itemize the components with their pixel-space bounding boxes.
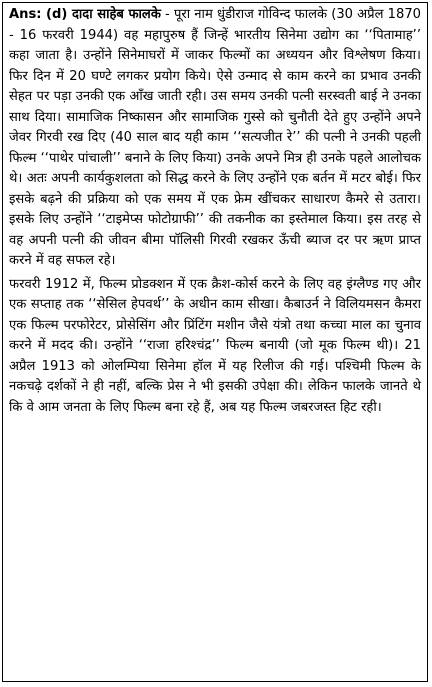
- answer-paragraph-2: फरवरी 1912 में, फिल्म प्रोडक्शन में एक क्रैश-कोर्स करने के लिए वह इंग्लैण्ड गए और एक सप्ताह तक ‘‘सेसिल हेपवर्थ’’ के अधीन काम सीखा। कैबाउर्न ने विलियमसन कैमरा एक फिल्म परफोरेटर, प्रोसेसिंग और प्रिंटिंग मशीन जैसे यंत्रो तथा कच्चा माल का चुनाव करने में मदद की। उन्होंने ‘‘राजा हरिश्चंद्र’’ फिल्म बनायी (जो मूक फिल्म थी)। 21 अप्रैल 1913 को ओलम्पिया सिनेमा हॉल में यह रिलीज की गई। पश्चिमी फिल्म के नकचढ़े दर्शकों ने ही नहीं, बल्कि प्रेस ने भी इसकी उपेक्षा की। लेकिन फालके जानते थे कि वे आम जनता के लिए फिल्म बना रहे हैं, अब यह फिल्म जबरजस्त हिट रही।: [9, 276, 421, 415]
- answer-paragraph-1: [9, 5, 421, 272]
- answer-text-1: - पूरा नाम धुंडीराज गोविन्द फालके (30 अप्रैल 1870 - 16 फरवरी 1944) वह महापुरुष हैं जिन्हें भारतीय सिनेमा उद्योग का ‘‘पितामाह’’ कहा जाता है। उन्होंने सिनेमाघरों में जाकर फिल्मों का अध्ययन और विश्लेषण किया। फिर दिन में 20 घण्टे लगकर प्रयोग किये। ऐसे उन्माद से काम करने का प्रभाव उनकी सेहत पर पड़ा उनकी एक आँख जाती रही। उस समय उनकी पत्नी सरस्वती बाई ने उनका साथ दिया। सामाजिक निष्कासन और सामाजिक गुस्से को चुनौती देते हुए उन्होंने अपने जेवर गिरवी रख दिए (40 साल बाद यही काम ‘‘सत्यजीत रे’’ की पत्नी ने उनकी पहली फिल्म ‘‘पाथेर पांचाली’’ बनाने के लिए किया) उनके अपने मित्र ही उनके पहले आलोचक थे। अतः अपनी कार्यकुशलता को सिद्ध करने के लिए उन्होंने एक बर्तन में मटर बोई। फिर इसके बढ़ने की प्रक्रिया को एक समय में एक फ्रेम खींचकर साधारण कैमरे से उतारा। इसके लिए उन्होंने ‘‘टाइमेप्स फोटोग्राफी’’ की तकनीक का इस्तेमाल किया। इस तरह से वह अपनी पत्नी की जीवन बीमा पॉलिसी गिरवी रखकर ऊँची ब्याज दर पर ऋण प्राप्त करने में वह सफल रहे।: [9, 7, 421, 268]
- answer-box: [2, 2, 428, 682]
- answer-label: Ans: (d) दादा साहेब फालके: [9, 7, 161, 22]
